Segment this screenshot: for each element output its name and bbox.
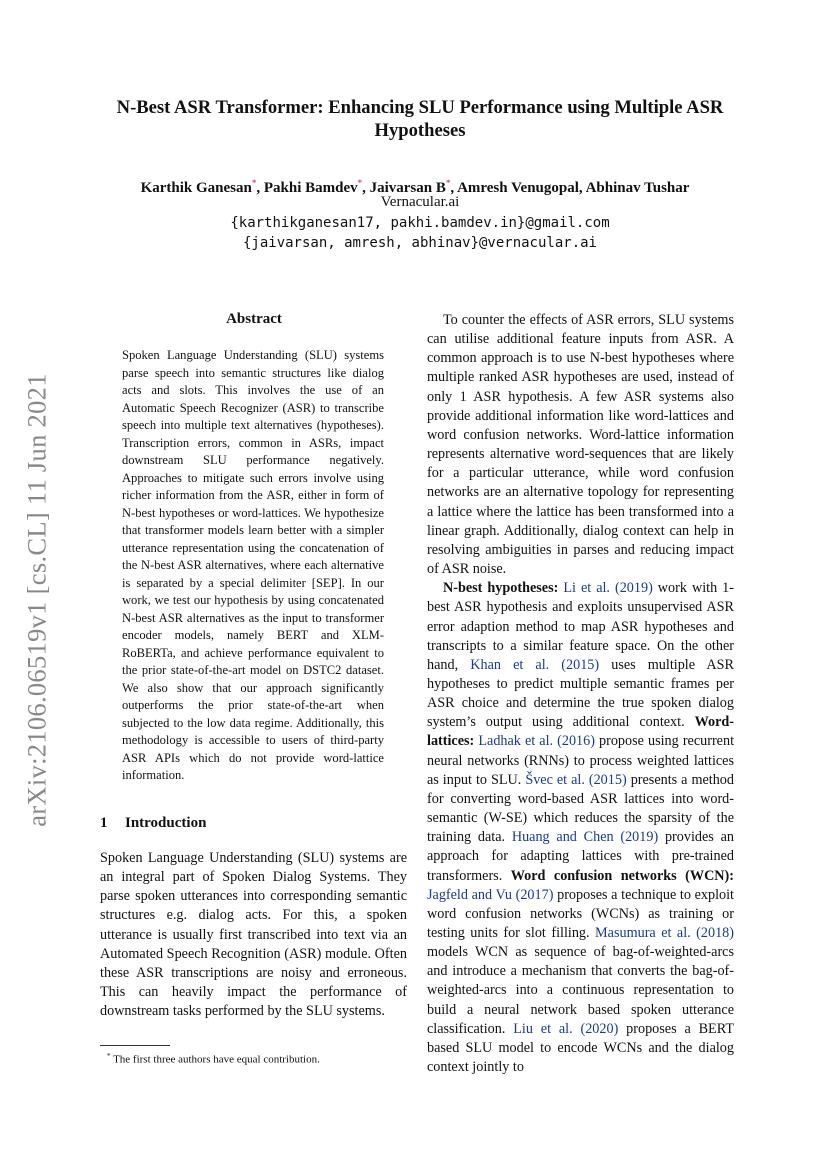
- affiliation: Vernacular.ai: [380, 194, 460, 210]
- section-number: 1: [100, 815, 108, 831]
- footnote-text: The first three authors have equal contribution.: [113, 1053, 320, 1066]
- body-text: propose using recurrent neural networks (RNNs) to process weighted lattices as input to SLU.: [427, 733, 735, 788]
- body-text: work with 1-best ASR hypothesis and exploits unsupervised ASR error adaption method to map ASR hypotheses and transcripts to a similar feature space. On the other hand,: [427, 580, 734, 673]
- author-mark: *: [251, 178, 257, 188]
- citation-link[interactable]: Huang and Chen (2019): [511, 829, 659, 846]
- body-text: proposes a BERT based SLU model to encode WCNs and the dialog context jointly to: [427, 1020, 734, 1076]
- citation-link[interactable]: Li et al. (2019): [563, 580, 653, 597]
- paper-title: N-Best ASR Transformer: Enhancing SLU Performance using Multiple ASR Hypotheses: [116, 97, 724, 141]
- author-name: Amresh Venugopal: [457, 180, 579, 196]
- paragraph-related-work: [427, 579, 734, 1077]
- author-name: Jaivarsan B: [369, 180, 446, 196]
- body-text: models WCN as sequence of bag-of-weighted-arcs and introduce a mechanism that converts the bag-of-weighted-arcs into a continuous representation to build a neural network based spoken utterance classification.: [427, 944, 734, 1037]
- email-line-1: {karthikganesan17, pakhi.bamdev.in}@gmail.com: [230, 215, 610, 231]
- citation-link[interactable]: Khan et al. (2015): [470, 656, 600, 673]
- citation-link[interactable]: Masumura et al. (2018): [595, 925, 734, 941]
- author-mark: *: [445, 178, 451, 188]
- footnote-rule: [100, 1045, 170, 1046]
- citation-link[interactable]: Švec et al. (2015): [525, 771, 627, 788]
- body-text: uses multiple ASR hypotheses to predict multiple semantic frames per ASR choice and determine the true spoken dialog system’s output using additional context.: [427, 656, 734, 731]
- abstract-text: Spoken Language Understanding (SLU) systems parse speech into semantic structures like dialog acts and slots. This involves the use of an Automatic Speech Recognizer (ASR) to transcribe speech into multiple text alternatives (hypotheses). Transcription errors, common in ASRs, impact downstream SLU performance negatively. Approaches to mitigate such errors involve using richer information from the ASR, either in form of N-best hypotheses or word-lattices. We hypothesize that transformer models learn better with a simpler utterance representation using the concatenation of the N-best ASR alternatives, where each alternative is separated by a special delimiter [SEP]. In our work, we test our hypothesis by using concatenated N-best ASR alternatives as the input to transformer encoder models, namely BERT and XLM-RoBERTa, and achieve performance equivalent to the prior state-of-the-art model on DSTC2 dataset. We also show that our approach significantly outperforms the prior state-of-the-art when subjected to the low data regime. Additionally, this methodology is accessible to users of third-party ASR APIs which do not provide word-lattice information.: [122, 348, 384, 782]
- author-name: Pakhi Bamdev: [263, 180, 358, 196]
- footnote-mark: *: [107, 1052, 111, 1060]
- author-list: Karthik Ganesan*, Pakhi Bamdev*, Jaivarsan B*, Amresh Venugopal, Abhinav Tushar: [140, 178, 690, 196]
- section-title: Introduction: [125, 815, 207, 831]
- body-text: provides an approach for adapting lattices with pre-trained transformers.: [427, 829, 734, 884]
- arxiv-id: arXiv:2106.06519v1 [cs.CL] 11 Jun 2021: [21, 373, 52, 827]
- citation-link[interactable]: Liu et al. (2020): [513, 1020, 619, 1037]
- citation-link[interactable]: Ladhak et al. (2016): [478, 733, 595, 750]
- author-name: Karthik Ganesan: [140, 180, 252, 196]
- abstract-heading: Abstract: [226, 311, 282, 327]
- citation-link[interactable]: Jagfeld and Vu (2017): [427, 886, 554, 903]
- run-in-heading-nbest: N-best hypotheses:: [443, 580, 559, 597]
- paragraph-asr-errors: To counter the effects of ASR errors, SLU systems can utilise additional feature inputs from ASR. A common approach is to use N-best hypotheses where multiple ranked ASR hypotheses are used, instead of only 1 ASR hypothesis. A few ASR systems also provide additional information like word-lattices and word confusion networks. Word-lattice information represents alternative word-sequences that are likely for a particular utterance, while word confusion networks are an alternative topology for representing a lattice where the lattice has been transformed into a linear graph. Additionally, dialog context can help in resolving ambiguities in parses and reducing impact of ASR noise.: [427, 312, 734, 578]
- body-text: presents a method for converting word-based ASR lattices into word-semantic (W-SE) which reduces the sparsity of the training data.: [427, 771, 734, 846]
- footnote: [107, 1049, 320, 1067]
- arxiv-sidebar-stamp: [12, 340, 62, 860]
- run-in-heading-wcn: Word confusion networks (WCN):: [510, 867, 735, 884]
- author-name: Abhinav Tushar: [585, 180, 690, 196]
- body-text: proposes a technique to exploit word confusion networks (WCNs) as training or testing units for slot filling.: [427, 886, 735, 941]
- introduction-paragraph: Spoken Language Understanding (SLU) systems are an integral part of Spoken Dialog Systems. They parse spoken utterances into corresponding semantic structures e.g. dialog acts. For this, a spoken utterance is usually first transcribed into text via an Automated Speech Recognition (ASR) module. Often these ASR transcriptions are noisy and erroneous. This can heavily impact the performance of downstream tasks performed by the SLU systems.: [100, 850, 407, 1020]
- author-mark: *: [357, 178, 363, 188]
- run-in-heading-lattices: Word-lattices:: [427, 714, 734, 750]
- right-column: [427, 311, 734, 1077]
- section-heading-introduction: [100, 815, 206, 832]
- email-line-2: {jaivarsan, amresh, abhinav}@vernacular.ai: [242, 235, 597, 251]
